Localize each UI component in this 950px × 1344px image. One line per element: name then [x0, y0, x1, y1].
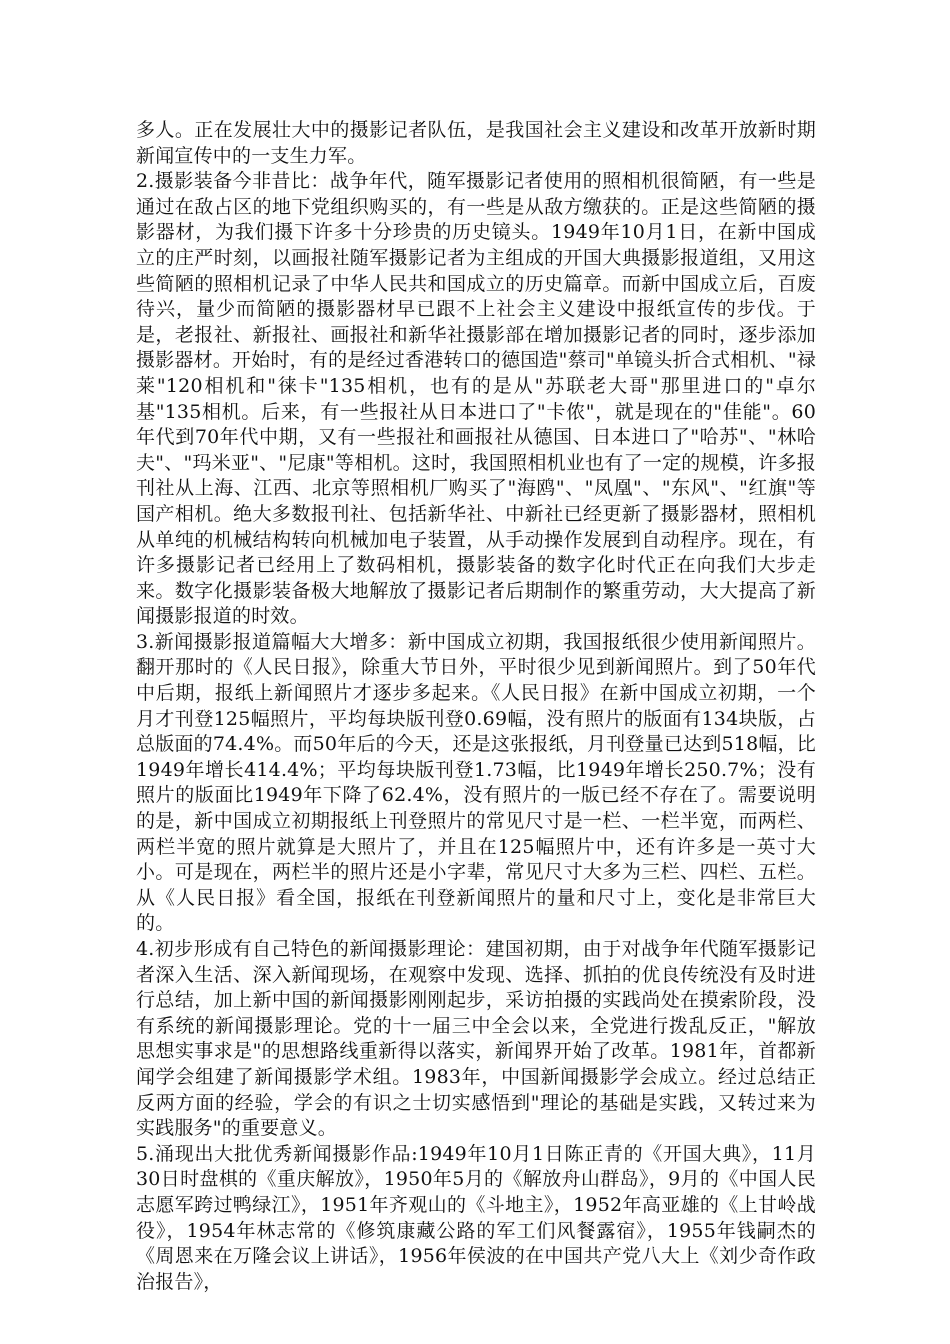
paragraph-coverage: 3.新闻摄影报道篇幅大大增多：新中国成立初期，我国报纸很少使用新闻照片。翻开那时的《人民日报》，除重大节日外，平时很少见到新闻照片。到了50年代中后期，报纸上新闻照片才逐步多起来。《人民日报》在新中国成立初期，一个月才刊登125幅照片，平均每块版刊登0.69幅，没有照片的版面有134块版，占总版面的74.4%。而50年后的今天，还是这张报纸，月刊登量已达到518幅，比1949年增长414.4%；平均每块版刊登1.73幅，比1949年增长250.7%；没有照片的版面比1949年下降了62.4%，没有照片的一版已经不存在了。需要说明的是，新中国成立初期报纸上刊登照片的常见尺寸是一栏、一栏半宽，而两栏、两栏半宽的照片就算是大照片了，并且在125幅照片中，还有许多是一英寸大小。可是现在，两栏半的照片还是小字辈，常见尺寸大多为三栏、四栏、五栏。从《人民日报》看全国，报纸在刊登新闻照片的量和尺寸上，变化是非常巨大的。	[136, 630, 816, 935]
paragraph-theory: 4.初步形成有自己特色的新闻摄影理论：建国初期，由于对战争年代随军摄影记者深入生活、深入新闻现场，在观察中发现、选择、抓拍的优良传统没有及时进行总结，加上新中国的新闻摄影刚刚起步，采访拍摄的实践尚处在摸索阶段，没有系统的新闻摄影理论。党的十一届三中全会以来，全党进行拨乱反正，"解放思想实事求是"的思想路线重新得以落实，新闻界开始了改革。1981年，首都新闻学会组建了新闻摄影学术组。1983年，中国新闻摄影学会成立。经过总结正反两方面的经验，学会的有识之士切实感悟到"理论的基础是实践，又转过来为实践服务"的重要意义。	[136, 938, 816, 1140]
document-body	[136, 118, 816, 1295]
paragraph-works: 5.涌现出大批优秀新闻摄影作品:1949年10月1日陈正青的《开国大典》，11月30日时盘棋的《重庆解放》，1950年5月的《解放舟山群岛》，9月的《中国人民志愿军跨过鸭绿江》，1951年齐观山的《斗地主》，1952年高亚雄的《上甘岭战役》，1954年林志常的《修筑康藏公路的军工们风餐露宿》，1955年钱嗣杰的《周恩来在万隆会议上讲话》，1956年侯波的在中国共产党八大上《刘少奇作政治报告》，	[136, 1142, 816, 1293]
paragraph-equipment: 2.摄影装备今非昔比：战争年代，随军摄影记者使用的照相机很简陋，有一些是通过在敌占区的地下党组织购买的，有一些是从敌方缴获的。正是这些简陋的摄影器材，为我们摄下许多十分珍贵的历史镜头。1949年10月1日，在新中国成立的庄严时刻，以画报社随军摄影记者为主组成的开国大典摄影报道组，又用这些简陋的照相机记录了中华人民共和国成立的历史篇章。而新中国成立后，百废待兴，量少而简陋的摄影器材早已跟不上社会主义建设中报纸宣传的步伐。于是，老报社、新报社、画报社和新华社摄影部在增加摄影记者的同时，逐步添加摄影器材。开始时，有的是经过香港转口的德国造"蔡司"单镜头折合式相机、"禄莱"120相机和"徕卡"135相机，也有的是从"苏联老大哥"那里进口的"卓尔基"135相机。后来，有一些报社从日本进口了"卡侬"，就是现在的"佳能"。60年代到70年代中期，又有一些报社和画报社从德国、日本进口了"哈苏"、"林哈夫"、"玛米亚"、"尼康"等相机。这时，我国照相机业也有了一定的规模，许多报刊社从上海、江西、北京等照相机厂购买了"海鸥"、"凤凰"、"东风"、"红旗"等国产相机。绝大多数报刊社、包括新华社、中新社已经更新了摄影器材，照相机从单纯的机械结构转向机械加电子装置，从手动操作发展到自动程序。现在，有许多摄影记者已经用上了数码相机，摄影装备的数字化时代正在向我们大步走来。数字化摄影装备极大地解放了摄影记者后期制作的繁重劳动，大大提高了新闻摄影报道的时效。	[136, 170, 816, 628]
paragraph-continuation: 多人。正在发展壮大中的摄影记者队伍，是我国社会主义建设和改革开放新时期新闻宣传中的一支生力军。	[136, 119, 816, 167]
